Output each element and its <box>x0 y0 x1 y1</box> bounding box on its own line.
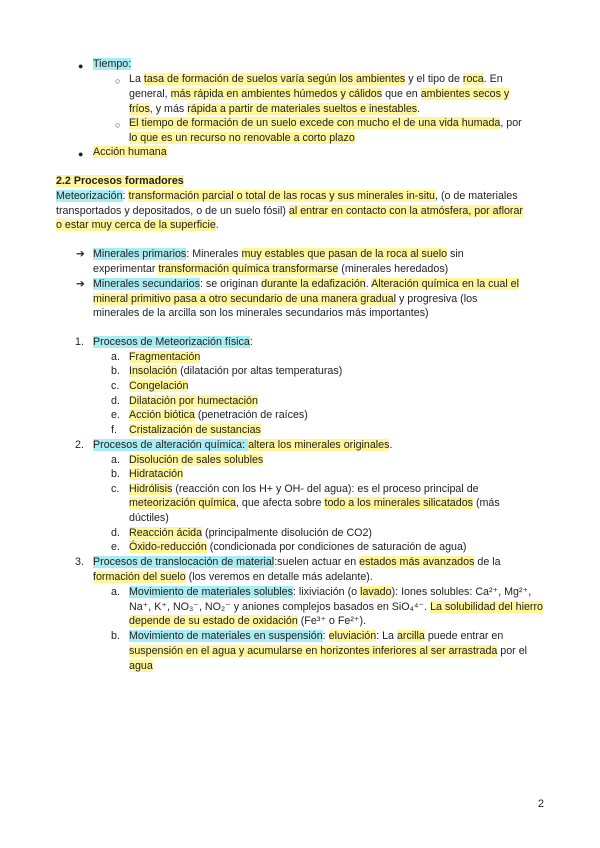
arrow-icon: ➔ <box>76 278 85 290</box>
heading-text: 2.2 Procesos formadores <box>56 175 184 187</box>
highlight: estados más avanzados <box>359 556 475 568</box>
proc3-item-b-line1 <box>129 629 503 644</box>
text: . En <box>483 73 503 85</box>
highlight: al entrar en contacto con la atmósfera, por aflorar <box>288 205 523 217</box>
text: y progresiva (los <box>395 293 478 305</box>
text: : <box>322 630 329 642</box>
text: . <box>215 219 219 231</box>
section-line3 <box>56 218 219 233</box>
list-marker: e. <box>111 409 120 421</box>
highlight: depende de su estado de oxidación <box>129 615 298 627</box>
highlight: lo que es un recurso no renovable a corto plazo <box>129 132 355 144</box>
list-number: 3. <box>75 556 84 568</box>
text: general, <box>129 88 171 100</box>
proc1-title <box>93 335 253 350</box>
list-marker: a. <box>111 586 120 598</box>
proc2-item-c-line3 <box>129 511 169 526</box>
highlight: Hidratación <box>129 468 184 480</box>
list-marker: b. <box>111 630 120 642</box>
text: de la <box>474 556 501 568</box>
highlight: Hidrólisis <box>129 483 173 495</box>
highlight: Movimiento de materiales en suspensión <box>129 630 323 642</box>
text: por el <box>497 645 528 657</box>
list-marker: d. <box>111 527 120 539</box>
highlight: transformación química transformarse <box>158 263 339 275</box>
tiempo-sub1-line3 <box>129 102 420 117</box>
proc3-item-a-line2 <box>129 600 543 615</box>
item-accion-humana <box>93 145 167 160</box>
list-marker: a. <box>111 454 120 466</box>
highlight: eluviación <box>328 630 377 642</box>
highlight: altera los minerales originales <box>248 439 390 451</box>
minerales-sec-line3 <box>93 306 429 321</box>
bullet-tiempo-sub2: ○ <box>115 120 121 130</box>
page-number: 2 <box>537 798 544 810</box>
text: , (o de materiales <box>435 190 518 202</box>
proc1-item-c <box>129 379 188 394</box>
text: La <box>129 73 144 85</box>
proc2-item-d <box>129 526 372 541</box>
text: : <box>249 336 253 348</box>
list-marker: c. <box>111 380 120 392</box>
tiempo-sub1-line2 <box>129 87 509 102</box>
list-marker: b. <box>111 468 120 480</box>
highlight: rápida a partir de materiales sueltos e inestables <box>187 103 418 115</box>
proc1-item-f <box>129 423 261 438</box>
proc3-item-b-line2 <box>129 644 527 659</box>
highlight: Acción biótica <box>129 409 195 421</box>
list-number: 2. <box>75 439 84 451</box>
bullet-tiempo-sub1: ○ <box>115 76 121 86</box>
text: . <box>417 103 421 115</box>
text: , por <box>500 117 522 129</box>
highlight: o estar muy cerca de la superficie <box>56 219 216 231</box>
highlight: arcilla <box>396 630 425 642</box>
arrow-icon: ➔ <box>76 248 85 260</box>
proc3-line1 <box>93 555 501 570</box>
section-heading <box>56 174 184 189</box>
text: (dilatación por altas temperaturas) <box>177 365 343 377</box>
highlight: Meteorización <box>56 190 123 202</box>
highlight: ambientes secos y <box>420 88 510 100</box>
minerales-sec-line1 <box>93 277 519 292</box>
highlight: más rápida en ambientes húmedos y cálidos <box>170 88 383 100</box>
text: dúctiles) <box>129 512 169 524</box>
bullet-tiempo: ● <box>78 61 84 71</box>
text: :suelen actuar en <box>274 556 360 568</box>
highlight: Fragmentación <box>129 351 201 363</box>
proc1-item-e <box>129 408 308 423</box>
proc2-item-c-line2 <box>129 496 500 511</box>
highlight: tasa de formación de suelos varía según los ambientes <box>143 73 406 85</box>
highlight: lavado <box>360 586 392 598</box>
proc2-item-a <box>129 453 263 468</box>
bullet-accion: ● <box>78 149 84 159</box>
text: (Fe³⁺ o Fe²⁺). <box>297 615 367 627</box>
text: ): Iones solubles: Ca²⁺, Mg²⁺, <box>391 586 532 598</box>
list-number: 1. <box>75 336 84 348</box>
highlight: mineral primitivo pasa a otro secundario de una manera gradual <box>93 293 396 305</box>
highlight: muy estables que pasan de la roca al suelo <box>241 248 448 260</box>
highlight: todo a los minerales silicatados <box>324 497 473 509</box>
text: (reacción con los H+ y OH- del agua): es el proceso principal de <box>172 483 479 495</box>
highlight: Procesos de Meteorización física <box>93 336 250 348</box>
list-marker: f. <box>111 424 117 436</box>
accion-title: Acción humana <box>93 146 167 158</box>
text: . <box>365 278 372 290</box>
highlight: Congelación <box>129 380 189 392</box>
text: Na⁺, K⁺, NO₃⁻, NO₂⁻ y aniones complejos basados en SiO₄⁴⁻. <box>129 601 431 613</box>
proc2-item-e <box>129 540 466 555</box>
proc1-item-a <box>129 350 200 365</box>
text: . <box>389 439 393 451</box>
highlight: Reacción ácida <box>129 527 203 539</box>
highlight: durante la edafización <box>261 278 366 290</box>
highlight: Alteración química en la cual el <box>371 278 520 290</box>
section-line2 <box>56 204 523 219</box>
tiempo-sub2-line2 <box>129 131 355 146</box>
tiempo-sub1-line1 <box>129 72 503 87</box>
highlight: transformación parcial o total de las rocas y sus minerales in-situ <box>128 190 435 202</box>
tiempo-sub2-line1 <box>129 116 522 131</box>
highlight: Insolación <box>129 365 178 377</box>
text: : La <box>376 630 397 642</box>
list-marker: d. <box>111 395 120 407</box>
text: (minerales heredados) <box>338 263 449 275</box>
text: y el tipo de <box>405 73 463 85</box>
highlight: Minerales primarios <box>93 248 187 260</box>
section-line1 <box>56 189 518 204</box>
highlight: Óxido-reducción <box>129 541 207 553</box>
proc3-line2 <box>93 570 373 585</box>
text: (más <box>472 497 500 509</box>
text: : lixiviación (o <box>292 586 361 598</box>
proc3-item-a-line3 <box>129 614 366 629</box>
text: (los veremos en detalle más adelante). <box>185 571 373 583</box>
text: sin <box>447 248 464 260</box>
highlight: Procesos de alteración química: <box>93 439 249 451</box>
highlight: suspensión en el agua y acumularse en horizontes inferiores al ser arrastrada <box>129 645 498 657</box>
highlight: Procesos de translocación de material <box>93 556 275 568</box>
text: que en <box>382 88 421 100</box>
proc3-item-b-line3 <box>129 659 153 674</box>
text: transportados y depositados, o de un suelo fósil) <box>56 205 289 217</box>
list-marker: c. <box>111 483 120 495</box>
text: : <box>122 190 129 202</box>
text: : se originan <box>199 278 262 290</box>
list-marker: a. <box>111 351 120 363</box>
proc2-item-c-line1 <box>129 482 479 497</box>
proc1-item-b <box>129 364 342 379</box>
text: , que afecta sobre <box>235 497 325 509</box>
text: : Minerales <box>186 248 242 260</box>
text: , y más <box>149 103 188 115</box>
highlight: meteorización química <box>129 497 236 509</box>
list-marker: e. <box>111 541 120 553</box>
tiempo-title: Tiempo: <box>93 58 132 70</box>
highlight: Dilatación por humectación <box>129 395 258 407</box>
text: (principalmente disolución de CO2) <box>202 527 372 539</box>
text: (condicionada por condiciones de saturación de agua) <box>206 541 467 553</box>
proc2-title <box>93 438 392 453</box>
text: experimentar <box>93 263 159 275</box>
list-marker: b. <box>111 365 120 377</box>
proc2-item-b <box>129 467 183 482</box>
proc1-item-d <box>129 394 258 409</box>
highlight: fríos <box>129 103 150 115</box>
highlight: roca <box>462 73 484 85</box>
text: puede entrar en <box>424 630 504 642</box>
highlight: Cristalización de sustancias <box>129 424 261 436</box>
highlight: Disolución de sales solubles <box>129 454 264 466</box>
item-tiempo-title <box>93 57 131 72</box>
text: (penetración de raíces) <box>194 409 308 421</box>
highlight: El tiempo de formación de un suelo excede con mucho el de una vida humada <box>129 117 501 129</box>
minerales-prim-line2 <box>93 262 448 277</box>
highlight: Minerales secundarios <box>93 278 200 290</box>
highlight: Movimiento de materiales solubles <box>129 586 293 598</box>
highlight: La solubilidad del hierro <box>430 601 543 613</box>
highlight: agua <box>129 660 153 672</box>
highlight: formación del suelo <box>93 571 186 583</box>
minerales-prim-line1 <box>93 247 464 262</box>
minerales-sec-line2 <box>93 292 477 307</box>
text: minerales de la arcilla son los minerales secundarios más importantes) <box>93 307 429 319</box>
proc3-item-a-line1 <box>129 585 531 600</box>
